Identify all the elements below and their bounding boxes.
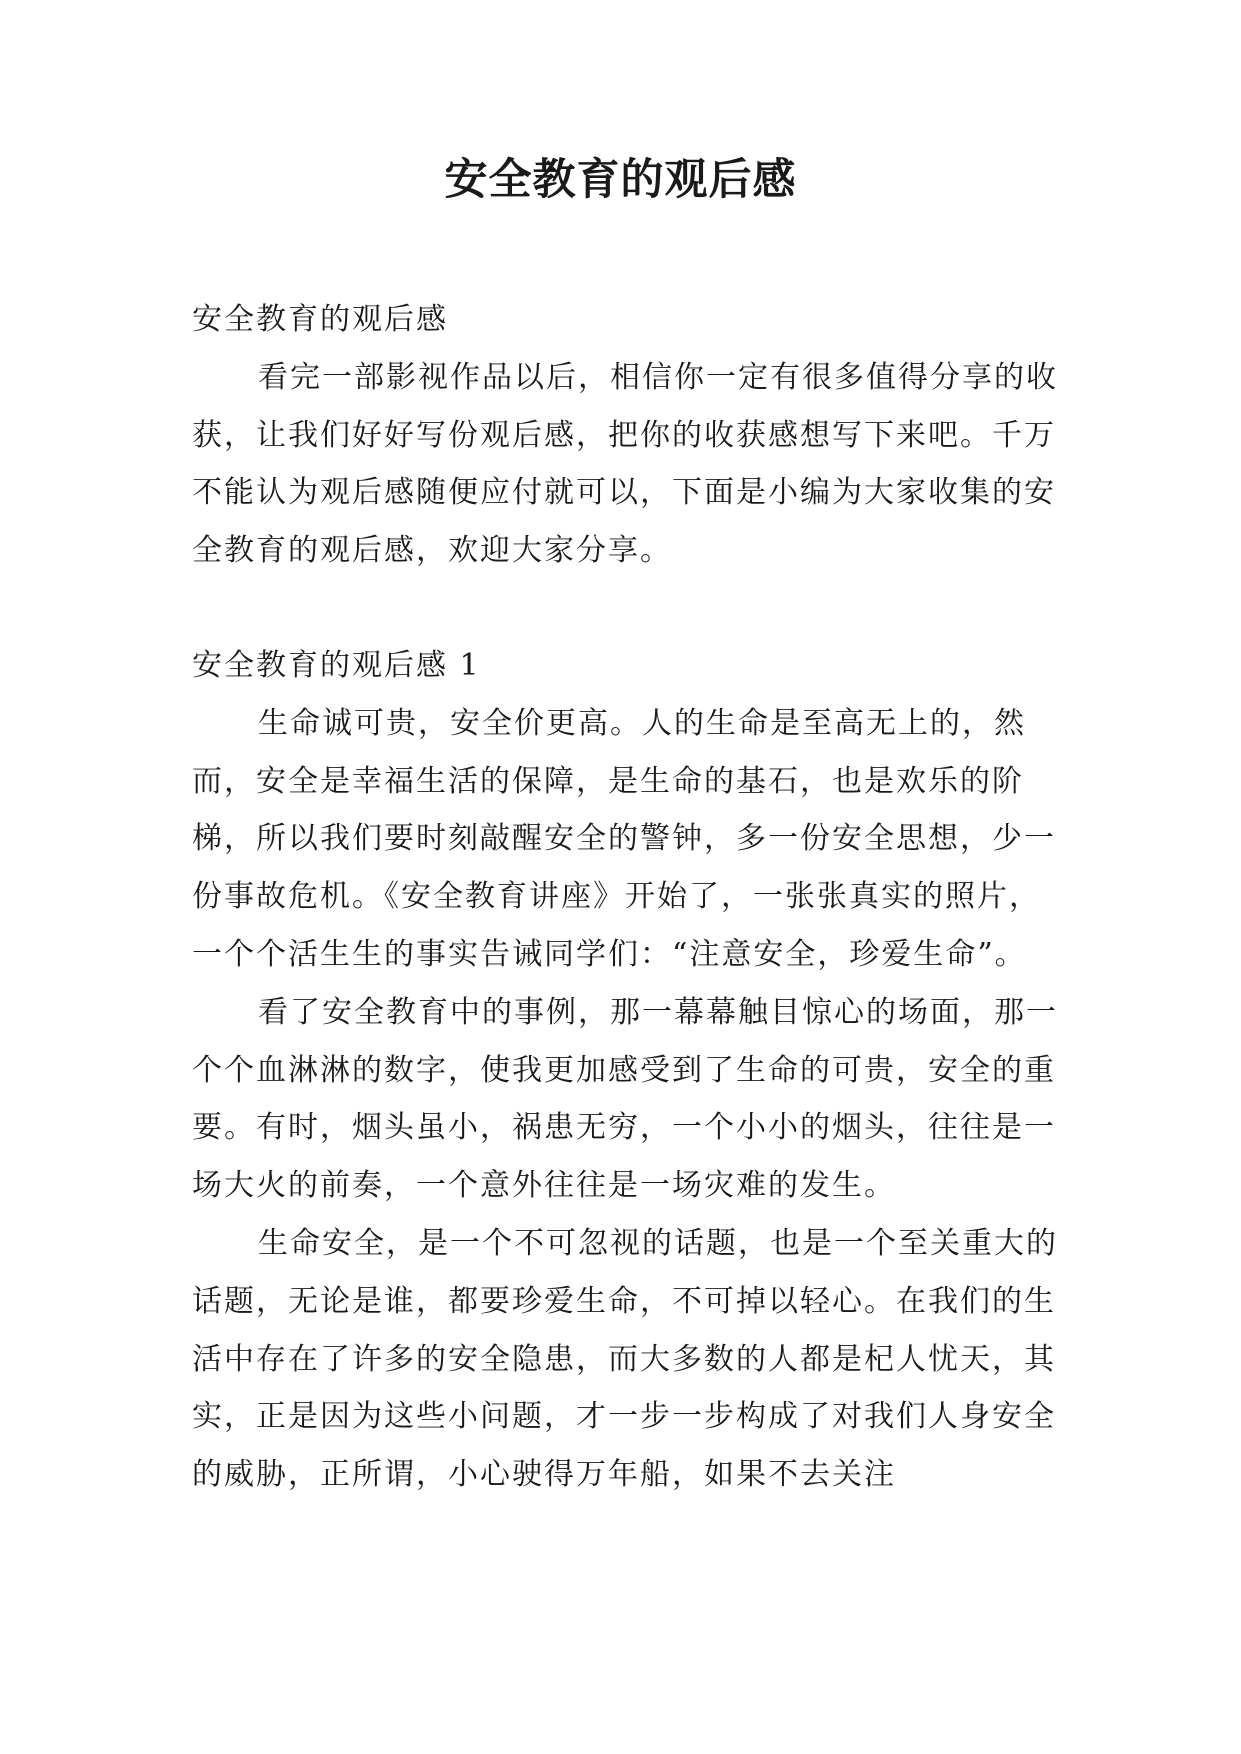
- section-1-paragraph-2: 看了安全教育中的事例，那一幕幕触目惊心的场面，那一个个血淋淋的数字，使我更加感受到了生命的可贵，安全的重要。有时，烟头虽小，祸患无穷，一个小小的烟头，往往是一场大火的前奏，一个意外往往是一场灾难的发生。: [192, 994, 1058, 1204]
- section-1-paragraph-1: 生命诚可贵，安全价更高。人的生命是至高无上的，然而，安全是幸福生活的保障，是生命的基石，也是欢乐的阶梯，所以我们要时刻敲醒安全的警钟，多一份安全思想，少一份事故危机。《安全教育讲座》开始了，一张张真实的照片，一个个活生生的事实告诫同学们：“注意安全，珍爱生命”。: [192, 705, 1056, 972]
- section-spacer: [192, 580, 1072, 637]
- document-body: [192, 291, 1072, 1504]
- intro-heading: 安全教育的观后感: [192, 302, 448, 337]
- section-1-paragraph-3: 生命安全，是一个不可忽视的话题，也是一个至关重大的话题，无论是谁，都要珍爱生命，不可掉以轻心。在我们的生活中存在了许多的安全隐患，而大多数的人都是杞人忧天，其实，正是因为这些小问题，才一步一步构成了对我们人身安全的威胁，正所谓，小心驶得万年船，如果不去关注: [192, 1225, 1058, 1493]
- intro-paragraph: 看完一部影视作品以后，相信你一定有很多值得分享的收获，让我们好好写份观后感，把你的收获感想写下来吧。千万不能认为观后感随便应付就可以，下面是小编为大家收集的安全教育的观后感，欢迎大家分享。: [192, 359, 1058, 569]
- document-title: 安全教育的观后感: [444, 155, 797, 205]
- section-1-heading: 安全教育的观后感 1: [192, 647, 481, 683]
